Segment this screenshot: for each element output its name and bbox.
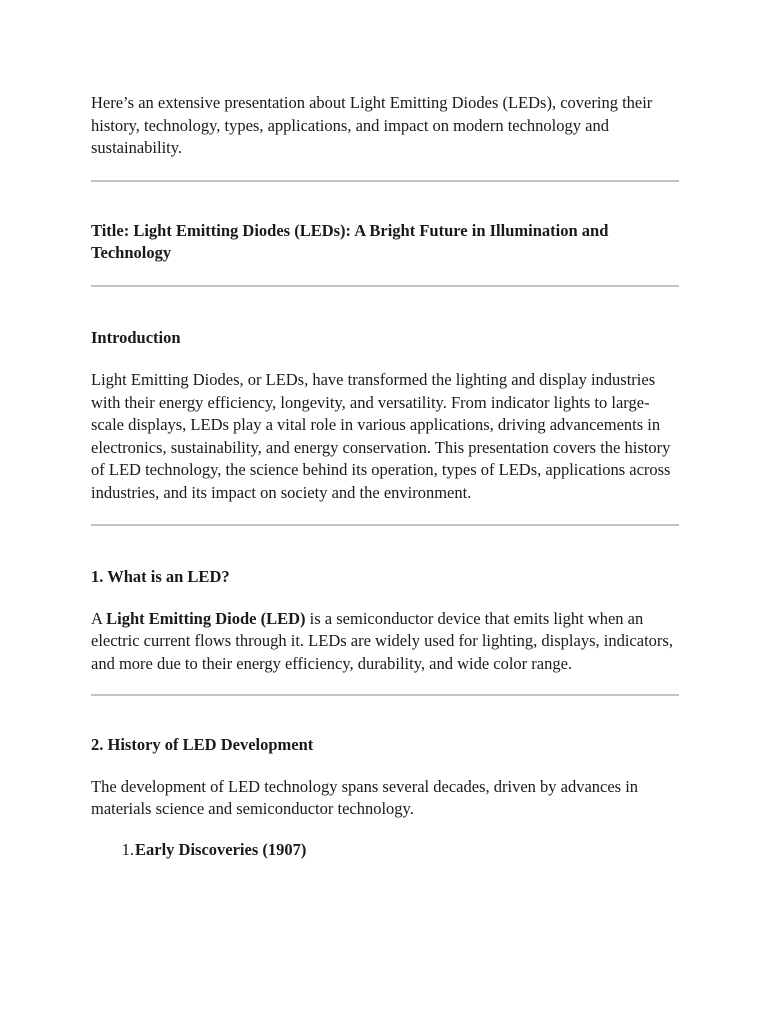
- history-list: [91, 839, 679, 862]
- introduction-paragraph: Light Emitting Diodes, or LEDs, have transformed the lighting and display industries with their energy efficiency, longevity, and versatility. From indicator lights to large-scale displays, LEDs play a vital role in various applications, driving advancements in electronics, sustainability, and energy conservation. This presentation covers the history of LED technology, the science behind its operation, types of LEDs, applications across industries, and its impact on society and the environment.: [91, 370, 671, 502]
- divider: [91, 285, 679, 287]
- section-1-paragraph: [91, 608, 679, 676]
- divider: [91, 524, 679, 526]
- divider: [91, 694, 679, 696]
- divider: [91, 180, 679, 182]
- list-item-number: 1.: [121, 839, 134, 859]
- list-item: [91, 839, 679, 862]
- section-2-heading: 2. History of LED Development: [91, 735, 314, 754]
- list-item-text: Early Discoveries (1907): [135, 839, 307, 859]
- section-1-prefix: A: [91, 608, 107, 628]
- section-1-heading: 1. What is an LED?: [91, 567, 230, 586]
- section-1-suffix: is a semiconductor device that emits light when an electric current flows through it. LEDs are widely used for lighting, displays, indicators, and more due to their energy efficiency, durability, and wide color range.: [91, 608, 673, 673]
- introduction-heading: Introduction: [91, 327, 181, 347]
- section-1-bold-term: Light Emitting Diode (LED): [106, 608, 306, 628]
- document-page: [91, 92, 679, 861]
- document-title: Title: Light Emitting Diodes (LEDs): A Bright Future in Illumination and Technology: [91, 220, 609, 262]
- intro-paragraph: Here’s an extensive presentation about Light Emitting Diodes (LEDs), covering their history, technology, types, applications, and impact on modern technology and sustainability.: [91, 93, 653, 157]
- section-2-paragraph: The development of LED technology spans several decades, driven by advances in materials science and semiconductor technology.: [91, 776, 639, 818]
